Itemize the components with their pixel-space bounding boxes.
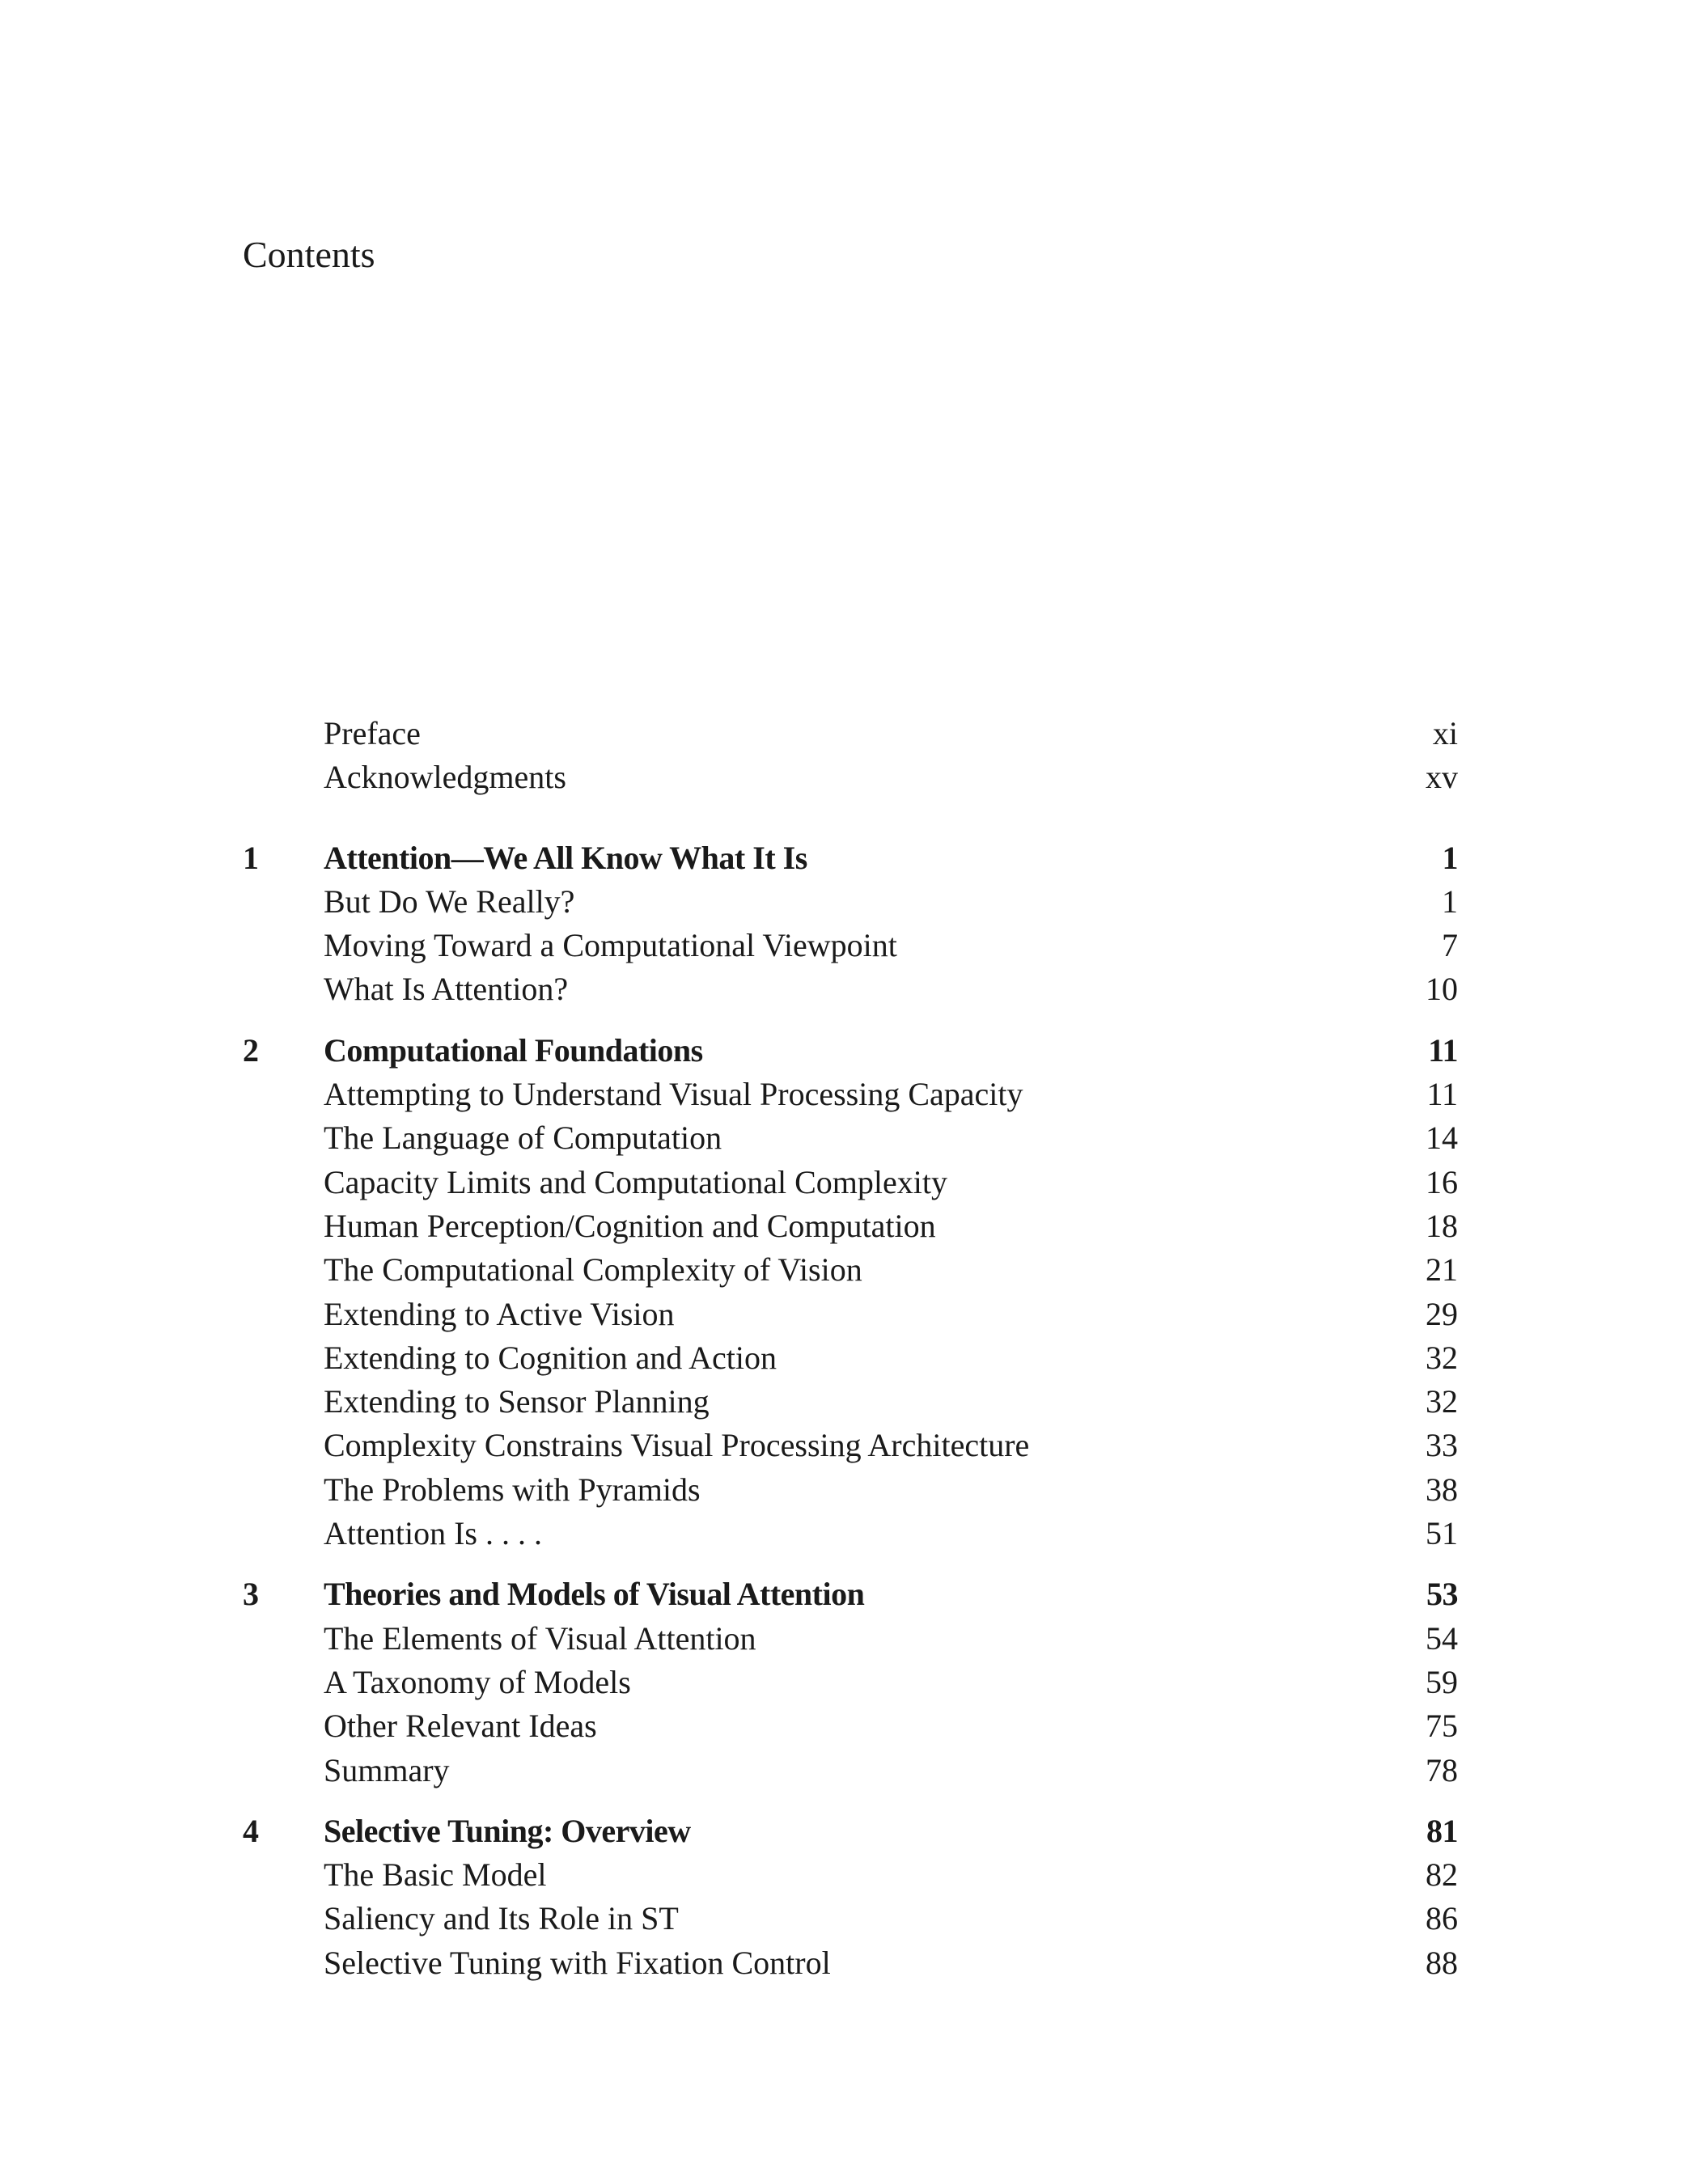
section-title: Extending to Active Vision — [324, 1295, 675, 1332]
section-title: The Elements of Visual Attention — [324, 1619, 756, 1657]
section-page: 82 — [1426, 1856, 1458, 1894]
toc-section[interactable] — [243, 1248, 1458, 1292]
toc-entry-page: xv — [1426, 759, 1458, 796]
chapter-title: Selective Tuning: Overview — [324, 1812, 691, 1849]
section-page: 21 — [1426, 1251, 1458, 1289]
section-title: The Basic Model — [324, 1856, 547, 1894]
section-title: The Computational Complexity of Vision — [324, 1251, 862, 1289]
section-page: 88 — [1426, 1944, 1458, 1981]
chapter-number: 2 — [243, 1031, 259, 1069]
section-page: 54 — [1426, 1619, 1458, 1657]
section-title: Extending to Cognition and Action — [324, 1339, 777, 1376]
toc-entry-label: Acknowledgments — [324, 759, 566, 796]
chapter-title: Computational Foundations — [324, 1031, 703, 1069]
section-page: 86 — [1426, 1900, 1458, 1937]
section-page: 11 — [1426, 1076, 1458, 1113]
section-page: 7 — [1442, 927, 1458, 964]
toc-section[interactable] — [243, 924, 1458, 967]
toc-entry-label: Preface — [324, 715, 421, 751]
toc-section[interactable] — [243, 1941, 1458, 1985]
table-of-contents — [243, 712, 1458, 1985]
section-page: 14 — [1426, 1120, 1458, 1157]
toc-chapter-4[interactable] — [243, 1809, 1458, 1853]
section-title: Saliency and Its Role in ST — [324, 1900, 679, 1937]
section-page: 29 — [1426, 1295, 1458, 1332]
toc-entry-preface[interactable] — [243, 712, 1458, 756]
chapter-page: 81 — [1426, 1812, 1458, 1849]
chapter-page: 1 — [1442, 839, 1458, 876]
section-page: 32 — [1426, 1383, 1458, 1420]
toc-entry-acknowledgments[interactable] — [243, 756, 1458, 799]
toc-section[interactable] — [243, 1293, 1458, 1336]
section-page: 59 — [1426, 1663, 1458, 1700]
toc-chapter-2[interactable] — [243, 1029, 1458, 1073]
chapter-number: 4 — [243, 1812, 259, 1849]
section-title: But Do We Really? — [324, 882, 575, 920]
toc-section[interactable] — [243, 1424, 1458, 1467]
section-page: 16 — [1426, 1163, 1458, 1200]
toc-section[interactable] — [243, 1749, 1458, 1792]
toc-section[interactable] — [243, 1116, 1458, 1160]
section-page: 33 — [1426, 1427, 1458, 1464]
section-page: 32 — [1426, 1339, 1458, 1376]
section-title: The Language of Computation — [324, 1120, 722, 1157]
section-page: 38 — [1426, 1471, 1458, 1508]
chapter-page: 53 — [1426, 1576, 1458, 1613]
section-title: The Problems with Pyramids — [324, 1471, 701, 1508]
toc-section[interactable] — [243, 1468, 1458, 1512]
section-title: Human Perception/Cognition and Computation — [324, 1207, 936, 1244]
toc-section[interactable] — [243, 967, 1458, 1011]
toc-section[interactable] — [243, 1380, 1458, 1424]
toc-chapter-1[interactable] — [243, 836, 1458, 880]
section-page: 75 — [1426, 1708, 1458, 1745]
section-title: Summary — [324, 1751, 450, 1788]
chapter-number: 1 — [243, 839, 259, 876]
chapter-number: 3 — [243, 1576, 259, 1613]
section-title: Selective Tuning with Fixation Control — [324, 1944, 831, 1981]
toc-entry-page: xi — [1432, 715, 1458, 751]
section-title: What Is Attention? — [324, 971, 569, 1008]
toc-section[interactable] — [243, 1853, 1458, 1897]
chapter-title: Attention—We All Know What It Is — [324, 839, 807, 876]
section-title: Other Relevant Ideas — [324, 1708, 597, 1745]
section-title: Capacity Limits and Computational Complexity — [324, 1163, 948, 1200]
toc-section[interactable] — [243, 1161, 1458, 1204]
section-page: 78 — [1426, 1751, 1458, 1788]
section-title: Attention Is . . . . — [324, 1515, 542, 1552]
section-page: 10 — [1426, 971, 1458, 1008]
section-title: Complexity Constrains Visual Processing Architecture — [324, 1427, 1030, 1464]
toc-section[interactable] — [243, 1617, 1458, 1661]
section-page: 51 — [1426, 1515, 1458, 1552]
toc-section[interactable] — [243, 1512, 1458, 1555]
chapter-page: 11 — [1428, 1031, 1458, 1069]
section-page: 18 — [1426, 1207, 1458, 1244]
section-title: Attempting to Understand Visual Processing Capacity — [324, 1076, 1023, 1113]
toc-section[interactable] — [243, 1073, 1458, 1116]
section-title: Moving Toward a Computational Viewpoint — [324, 927, 897, 964]
toc-section[interactable] — [243, 1336, 1458, 1380]
toc-chapter-3[interactable] — [243, 1572, 1458, 1616]
toc-section[interactable] — [243, 1704, 1458, 1748]
chapter-title: Theories and Models of Visual Attention — [324, 1576, 865, 1613]
toc-section[interactable] — [243, 1897, 1458, 1941]
page-title: Contents — [243, 234, 375, 275]
toc-section[interactable] — [243, 880, 1458, 924]
toc-section[interactable] — [243, 1661, 1458, 1704]
toc-section[interactable] — [243, 1204, 1458, 1248]
section-page: 1 — [1442, 882, 1458, 920]
section-title: A Taxonomy of Models — [324, 1663, 631, 1700]
section-title: Extending to Sensor Planning — [324, 1383, 710, 1420]
